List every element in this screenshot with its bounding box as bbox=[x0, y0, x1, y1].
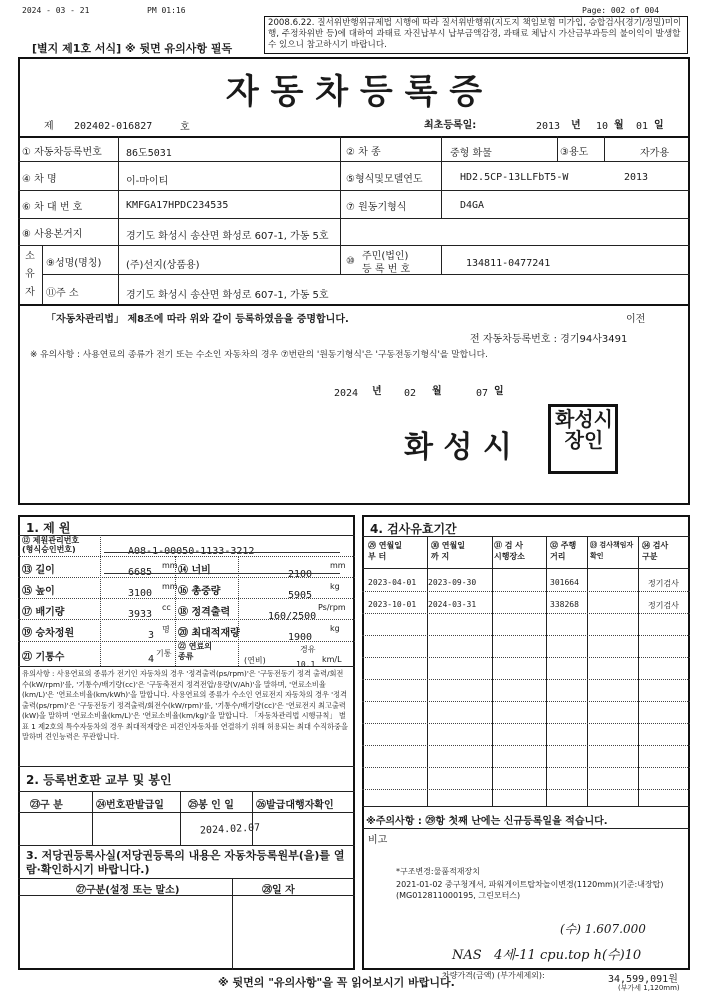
remarks-label: 비고 bbox=[368, 835, 388, 846]
reg-no-suffix: 호 bbox=[180, 122, 190, 133]
plate-title: 2. 등록번호판 교부 및 봉인 bbox=[26, 773, 172, 787]
spec-note: 유의사항 : 사용연료의 종류가 전기인 자동차의 경우 '정격출력(ps/rpm)'은 '구동전동기 정격 출력/회전수(kW/rpm)'를, '기통수/배기량(cc)'은 '구동축전지 정격전압/용량(V/Ah)'을 말하며, '연료소비율(km/L)'은 '연료소비율(km/kWh)'을 말합니다. 사용연료의 종류가 수소인 연료전지 자동차의 경우 '정격출력(ps/rpm)'은 '구동전동기 정격출력/회전수(kW/rpm)'를, '기통수/배기량(cc)'은 '연료전지 최고출력(kW)을 말하며 '연료소비율(km/L)'은 '연료소비율(km/kg)'을 말합니다. 「자동차관리법 시행규칙」 별표 1 제2호의 특수자동차의 경우 최대적재량은 피견인자동차를 연결하기 위해 허용되는 최대 수직하중을 말하며 견인능력은 무관합니다. bbox=[22, 669, 348, 741]
owner-side-label: 소 유 자 bbox=[25, 251, 35, 298]
inspection-note: ※주의사항 : ㉙항 첫째 난에는 신규등록일을 적습니다. bbox=[366, 816, 608, 827]
field-id-number-value: 134811-0477241 bbox=[466, 258, 551, 269]
spec-efficiency-value: 10.1 bbox=[296, 660, 316, 669]
issue-month-label: 월 bbox=[432, 386, 442, 397]
spec-seats-unit: 명 bbox=[162, 625, 170, 634]
field-usage-label: ③용도 bbox=[560, 147, 589, 158]
issue-year-label: 년 bbox=[372, 386, 382, 397]
issue-day: 07 bbox=[476, 388, 489, 399]
insp-row1-type: 정기검사 bbox=[648, 579, 679, 588]
plate-seal-date-header: ㉕봉 인 일 bbox=[188, 800, 234, 811]
field-model-name-label: ④ 차 명 bbox=[22, 174, 57, 185]
spec-gross-weight-label: ⑯ 총중량 bbox=[178, 586, 221, 597]
footer-price-label: 차량가격(금액) (부가세제외): bbox=[442, 971, 545, 980]
spec-cylinders-value: 4 bbox=[148, 654, 155, 665]
cert-statement: 「자동차관리법」 제8조에 따라 위와 같이 등록하였음을 증명합니다. bbox=[46, 314, 349, 325]
field-owner-address-label: ⑪주 소 bbox=[46, 288, 79, 299]
spec-title: 1. 제 원 bbox=[26, 521, 71, 535]
insp-to-header: ㉚ 연월일 까 지 bbox=[431, 541, 465, 561]
field-owner-name-label: ⑨성명(명칭) bbox=[46, 258, 102, 269]
field-model-name-value: 이-마이티 bbox=[126, 176, 169, 187]
plate-agent-header: ㉖발급대행자확인 bbox=[256, 800, 334, 811]
field-usage-value: 자가용 bbox=[640, 148, 669, 159]
spec-height-label: ⑮ 높이 bbox=[22, 586, 55, 597]
issue-month: 02 bbox=[404, 388, 417, 399]
spec-max-load-value: 1900 bbox=[288, 632, 313, 643]
plate-category-header: ㉓구 분 bbox=[30, 800, 63, 811]
field-base-address-value: 경기도 화성시 송산면 화성로 607-1, 가동 5호 bbox=[126, 231, 329, 242]
spec-code-value: A08-1-00050-1133-3212 bbox=[128, 546, 255, 557]
spec-efficiency-unit: km/L bbox=[322, 655, 342, 664]
field-model-code-value: HD2.5CP-13LLFbT5-W bbox=[460, 172, 569, 183]
cert-note: ※ 유의사항 : 사용연료의 종류가 전기 또는 수소인 자동차의 경우 ⑦번란의 '원동기형식'은 '구동전동기형식'을 말합니다. bbox=[30, 350, 488, 360]
page-number: Page: 002 of 004 bbox=[582, 6, 660, 15]
spec-gross-weight-unit: kg bbox=[330, 582, 340, 591]
spec-length-unit: mm bbox=[162, 561, 178, 570]
spec-displacement-label: ⑰ 배기량 bbox=[22, 607, 65, 618]
footer-notice: ※ 뒷면의 "유의사항"을 꼭 읽어보시기 바랍니다. bbox=[218, 976, 455, 989]
penalty-notice: 2008.6.22. 질서위반행위규제법 시행에 따라 질서위반행위(지도지 책임보험 미가입, 승합검사(경기/정밀)미이행, 주정차위반 등)에 대하여 과태료 자진납부시 납부금액감경, 과태료 체납시 가산금부과등의 불이익이 발생할 수 있으니 참고하시기 바랍니다. bbox=[264, 16, 688, 54]
form-label: [별지 제1호 서식] ※ 뒷면 유의사항 필독 bbox=[32, 42, 233, 55]
spec-max-load-label: ⑳ 최대적재량 bbox=[178, 628, 240, 639]
field-vehicle-type-label: ② 차 종 bbox=[346, 147, 381, 158]
spec-height-unit: mm bbox=[162, 582, 178, 591]
insp-type-header: ㉞ 검사 구분 bbox=[642, 541, 669, 561]
seal-text: 화성시장인 bbox=[555, 407, 613, 452]
field-engine-type-value: D4GA bbox=[460, 200, 485, 211]
insp-row2-to: 2024-03-31 bbox=[428, 600, 477, 609]
spec-fuel-value: 경유 bbox=[300, 645, 316, 654]
field-vin-label: ⑥ 차 대 번 호 bbox=[22, 202, 83, 213]
spec-displacement-unit: cc bbox=[162, 603, 171, 612]
field-id-number-title2: 등 록 번 호 bbox=[362, 264, 411, 275]
inspection-title: 4. 검사유효기간 bbox=[370, 522, 457, 536]
spec-efficiency-label: (연비) bbox=[244, 656, 266, 665]
footer-price-value: 34,599,091원 bbox=[608, 974, 678, 985]
page-title: 자 동 차 등 록 증 bbox=[225, 72, 483, 112]
lien-type-header: ㉗구분(설정 또는 말소) bbox=[76, 885, 180, 896]
lien-title: 3. 저당권등록사실(저당권등록의 내용은 자동차등록원부(을)를 열람·확인하시기 바랍니다.) bbox=[26, 849, 345, 876]
spec-height-value: 3100 bbox=[128, 588, 153, 599]
spec-code-label: ⑫ 제원관리번호 (형식승인번호) bbox=[22, 536, 80, 554]
spec-cylinders-label: ㉑ 기통수 bbox=[22, 652, 65, 663]
spec-cylinders-unit: 기통 bbox=[156, 649, 172, 658]
issuer-name: 화 성 시 bbox=[404, 430, 512, 465]
field-model-year-label: ⑤형식및모델연도 bbox=[346, 174, 423, 185]
transfer-mark: 이전 bbox=[626, 314, 646, 325]
spec-seats-value: 3 bbox=[148, 630, 155, 641]
spec-displacement-value: 3933 bbox=[128, 609, 153, 620]
field-owner-name-value: (주)선지(상품용) bbox=[126, 260, 200, 271]
first-reg-label: 최초등록일: bbox=[424, 120, 477, 131]
field-base-address-label: ⑧ 사용본거지 bbox=[22, 229, 83, 240]
remarks-line2: 2021-01-02 중구청게서, 파워게이트탑차놀이변경(1120mm)(기준:내장탑) (MG012811000195, 그린모터스) bbox=[396, 880, 664, 900]
insp-row2-type: 정기검사 bbox=[648, 601, 679, 610]
spec-length-label: ⑬ 길이 bbox=[22, 565, 55, 576]
spec-width-unit: mm bbox=[330, 561, 346, 570]
reg-no-value: 202402-016827 bbox=[74, 121, 153, 132]
insp-row1-to: 2023-09-30 bbox=[428, 578, 477, 587]
remarks-line1: *구조변경:물품적재장치 bbox=[396, 867, 480, 876]
spec-fuel-label: ㉒ 연료의 종류 bbox=[178, 642, 212, 661]
issue-day-label: 일 bbox=[494, 386, 504, 397]
insp-place-header: ㉛ 검 사 시행장소 bbox=[494, 541, 525, 561]
field-owner-address-value: 경기도 화성시 송산면 화성로 607-1, 가동 5호 bbox=[126, 290, 329, 301]
field-model-year-value: 2013 bbox=[624, 172, 649, 183]
issue-year: 2024 bbox=[334, 388, 359, 399]
field-id-number-mark: ⑩ bbox=[346, 256, 355, 267]
spec-gross-weight-value: 5905 bbox=[288, 590, 313, 601]
spec-length-value: 6685 bbox=[128, 567, 153, 578]
spec-max-load-unit: kg bbox=[330, 624, 340, 633]
plate-stamp-date: 2024.02.07 bbox=[199, 822, 261, 837]
lien-date-header: ㉘일 자 bbox=[262, 885, 295, 896]
field-reg-number-label: ① 자동차등록번호 bbox=[22, 147, 102, 158]
insp-inspector-header: ㉝ 검사책임자 확인 bbox=[590, 541, 634, 560]
remarks-handwritten-note: NAS 4세-11 cpu.top h(수)10 bbox=[452, 948, 642, 963]
spec-width-label: ⑭ 너비 bbox=[178, 565, 211, 576]
day-label: 일 bbox=[654, 120, 664, 131]
footer-price-sub: (부가세 1,120mm) bbox=[618, 984, 680, 992]
insp-row1-distance: 301664 bbox=[550, 578, 579, 587]
field-reg-number-value: 86도5031 bbox=[126, 148, 172, 159]
plate-issue-date-header: ㉔번호판발급일 bbox=[96, 800, 164, 811]
print-time: PM 01:16 bbox=[147, 6, 186, 15]
field-vin-value: KMFGA17HPDC234535 bbox=[126, 200, 229, 211]
spec-width-value: 2100 bbox=[288, 569, 313, 580]
first-reg-year: 2013 bbox=[536, 121, 561, 132]
field-engine-type-label: ⑦ 원동기형식 bbox=[346, 202, 407, 213]
field-id-number-title1: 주민(법인) bbox=[362, 251, 409, 262]
spec-power-label: ⑱ 정격출력 bbox=[178, 607, 231, 618]
insp-row1-from: 2023-04-01 bbox=[368, 578, 417, 587]
reg-no-prefix: 제 bbox=[44, 121, 54, 132]
spec-power-value: 160/2500 bbox=[268, 611, 317, 622]
insp-from-header: ㉙ 연월일 부 터 bbox=[368, 541, 402, 561]
month-label: 월 bbox=[614, 120, 624, 131]
first-reg-month: 10 bbox=[596, 121, 609, 132]
insp-row2-from: 2023-10-01 bbox=[368, 600, 417, 609]
print-date: 2024 - 03 - 21 bbox=[22, 6, 90, 15]
insp-row2-distance: 338268 bbox=[550, 600, 579, 609]
year-label: 년 bbox=[571, 120, 581, 131]
spec-power-unit: Ps/rpm bbox=[318, 603, 346, 612]
field-vehicle-type-value: 중형 화물 bbox=[450, 148, 492, 159]
official-seal bbox=[548, 404, 618, 474]
spec-seats-label: ⑲ 승차정원 bbox=[22, 628, 75, 639]
insp-distance-header: ㉜ 주행 거리 bbox=[550, 541, 577, 561]
first-reg-day: 01 bbox=[636, 121, 649, 132]
remarks-handwritten-price: (수) 1.607.000 bbox=[560, 922, 646, 936]
previous-reg-number: 전 자동차등록번호 : 경기94사3491 bbox=[470, 334, 628, 345]
